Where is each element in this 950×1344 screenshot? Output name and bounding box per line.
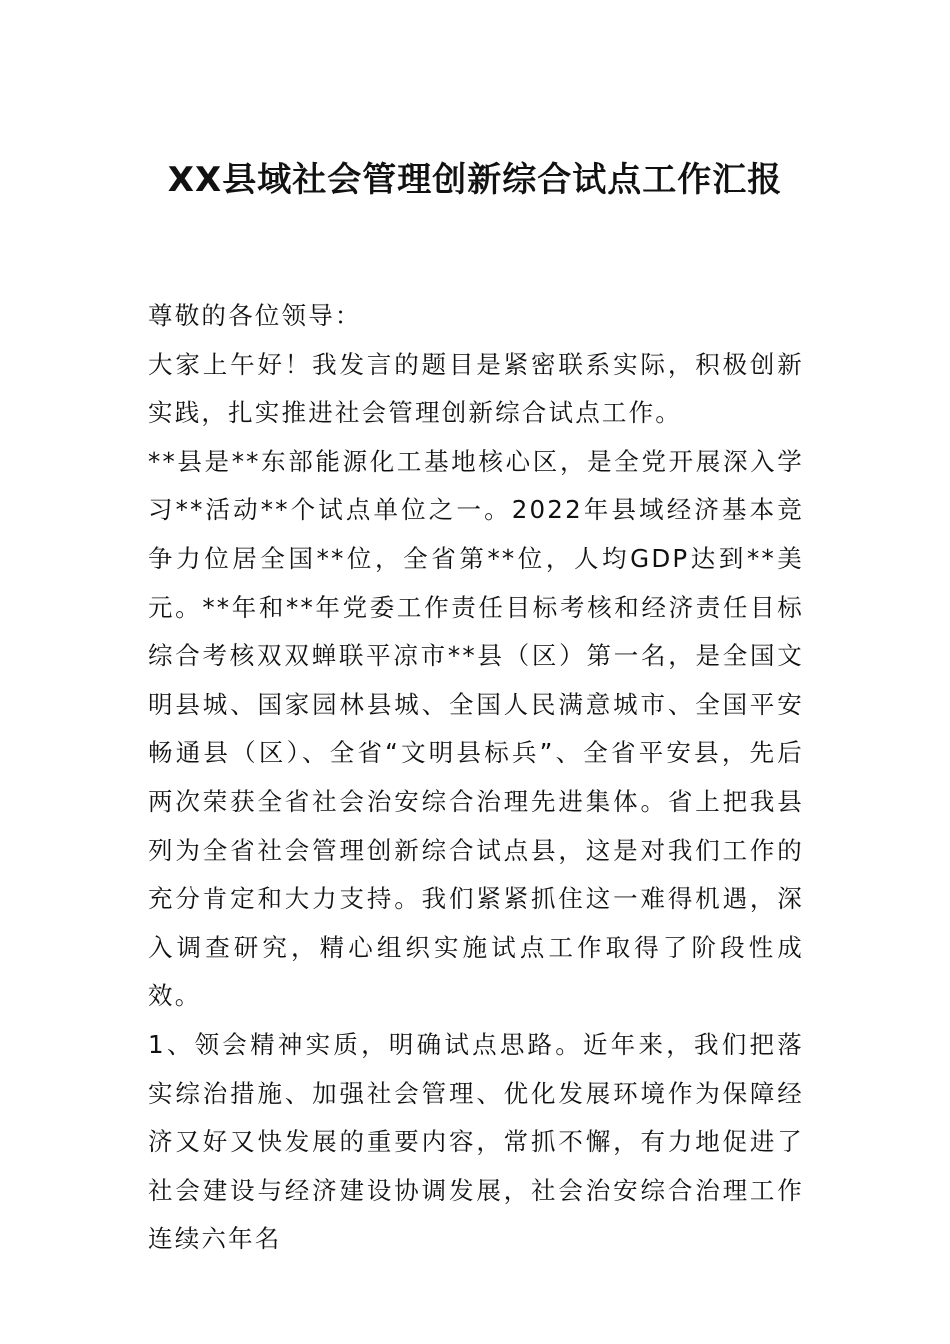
- paragraph-section-1: 1、领会精神实质，明确试点思路。近年来，我们把落实综治措施、加强社会管理、优化发展环境作为保障经济又好又快发展的重要内容，常抓不懈，有力地促进了社会建设与经济建设协调发展，社会治安综合治理工作连续六年名: [148, 1029, 804, 1254]
- paragraph-greeting: 大家上午好！我发言的题目是紧密联系实际，积极创新实践，扎实推进社会管理创新综合试点工作。: [148, 349, 804, 428]
- document-title: XX县域社会管理创新综合试点工作汇报: [167, 160, 783, 200]
- paragraph-county-overview: **县是**东部能源化工基地核心区，是全党开展深入学习**活动**个试点单位之一。2022年县域经济基本竞争力位居全国**位，全省第**位，人均GDP达到**美元。**年和**年党委工作责任目标考核和经济责任目标综合考核双双蝉联平凉市**县（区）第一名，是全国文明县城、国家园林县城、全国人民满意城市、全国平安畅通县（区）、全省“文明县标兵”、全省平安县，先后两次荣获全省社会治安综合治理先进集体。省上把我县列为全省社会管理创新综合试点县，这是对我们工作的充分肯定和大力支持。我们紧紧抓住这一难得机遇，深入调查研究，精心组织实施试点工作取得了阶段性成效。: [148, 446, 804, 1011]
- salutation: 尊敬的各位领导：: [148, 301, 362, 330]
- document-body: [148, 292, 804, 1264]
